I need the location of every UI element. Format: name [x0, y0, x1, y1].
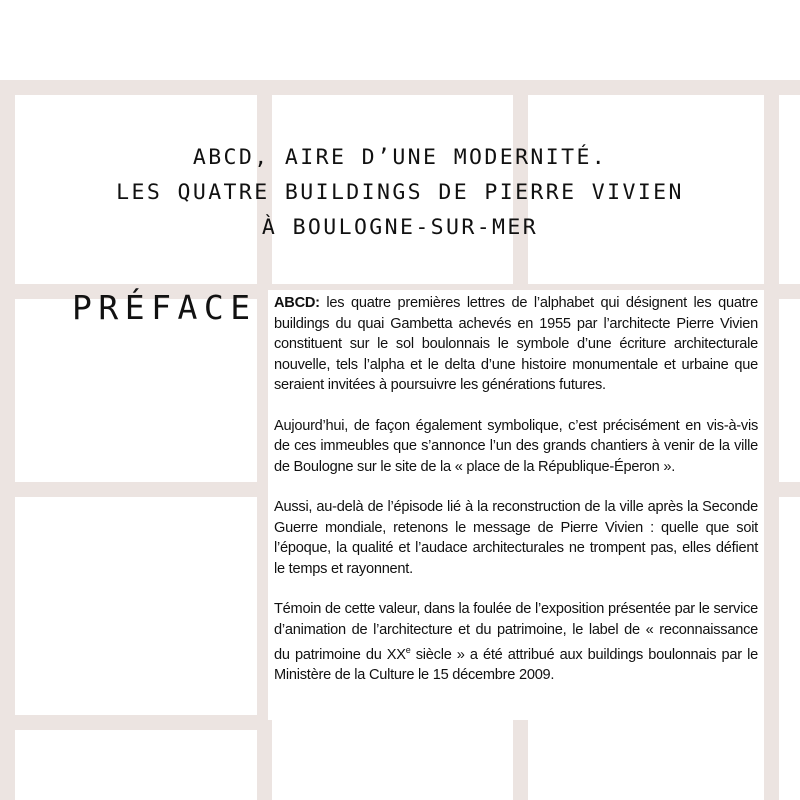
paragraph-text: siècle » a été attribué aux buildings boulonnais par le Ministère de la Culture le 15 décembre 2009. [274, 646, 758, 684]
grid-line-horizontal [0, 80, 800, 95]
preface-body [274, 293, 758, 706]
paragraph-4 [274, 599, 758, 686]
paragraph-3: Aussi, au-delà de l’épisode lié à la reconstruction de la ville après la Seconde Guerre mondiale, retenons le message de Pierre Vivien : quelle que soit l’époque, la qualité et l’audace architecturales ne trompent pas, elles défient le temps et rayonnent. [274, 499, 758, 577]
document-title [0, 140, 800, 245]
paragraph-text: les quatre premières lettres de l’alphabet qui désignent les quatre buildings du quai Gambetta achevés en 1955 par l’architecte Pierre Vivien constituent sur le sol boulonnais le symbole d’une écriture architecturale nouvelle, tels l’alpha et le delta d’une histoire monumentale et urbaine que seraient invitées à poursuivre les générations futures. [274, 295, 758, 393]
paragraph-text: Témoin de cette valeur, dans la foulée de l’exposition présentée par le service d’animation de l’architecture et du patrimoine, le label de « reconnaissance du patrimoine du XX [274, 601, 758, 663]
paragraph-lead: ABCD: [274, 295, 320, 311]
title-line-1: ABCD, AIRE D’UNE MODERNITÉ. [192, 145, 608, 170]
preface-heading: PRÉFACE [72, 288, 257, 327]
title-line-3: À BOULOGNE-SUR-MER [261, 215, 539, 240]
title-line-2: LES QUATRE BUILDINGS DE PIERRE VIVIEN [116, 180, 684, 205]
paragraph-1 [274, 293, 758, 396]
century-superscript: e [405, 645, 411, 655]
grid-line-horizontal [0, 715, 270, 730]
paragraph-2: Aujourd’hui, de façon également symbolique, c’est précisément en vis-à-vis de ces immeubles que s’annonce l’un des grands chantiers à venir de la ville de Boulogne sur le site de la « place de la République-Éperon ». [274, 417, 758, 475]
